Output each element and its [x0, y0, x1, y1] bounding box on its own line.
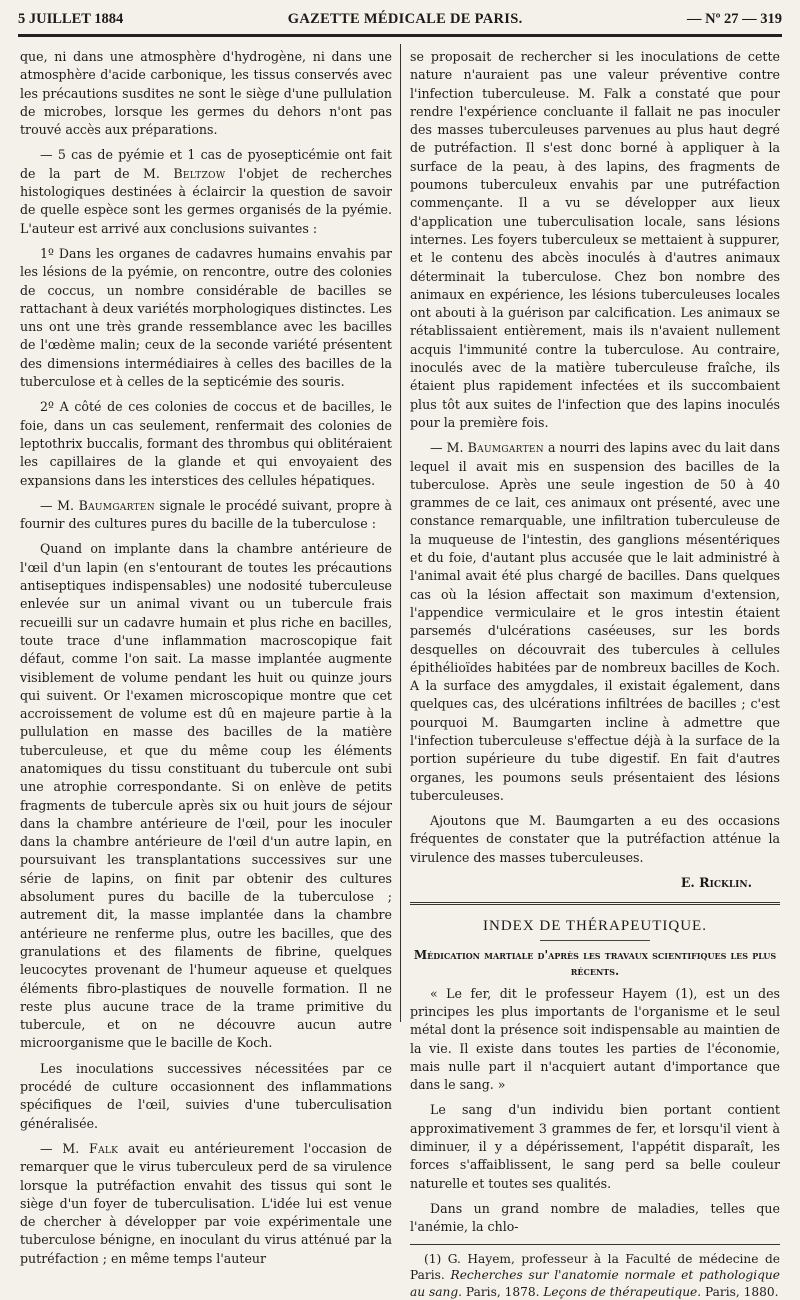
paragraph: se proposait de rechercher si les inoculations de cette nature n'auraient pas une valeur préventive contre l'infection tuberculeuse. M. Falk a constaté que pour rendre l'expérience concluante il fallait ne pas inoculer des masses tuberculeuses parvenues au plus haut degré de putréfaction. Il s'est donc borné à appliquer à la surface de la peau, à des lapins, des fragments de poumons tuberculeux envahis par une putréfaction commençante. Il a vu se développer aux lieux d'application une tuberculisation locale, sans lésions internes. Les foyers tuberculeux se mettaient à suppurer, et le contenu des abcès inoculés à d'autres animaux déterminait la tuberculose. Chez bon nombre des animaux en expérience, les lésions tuberculeuses locales ont abouti à la guérison par calcification. Les animaux se rétablissaient entièrement, mais ils n'avaient nullement acquis l'immunité contre la tuberculose. Au contraire, inoculés avec de la matière tuberculeuse fraîche, ils étaient plus rapidement infectées et ils succombaient plus tôt aux suites de l'infection que des lapins inoculés pour la première fois. [410, 49, 780, 430]
author-name: Baumgarten [467, 440, 544, 456]
page-header [18, 8, 782, 30]
author-name: Falk [89, 1140, 119, 1156]
paragraph: « Le fer, dit le professeur Hayem (1), est un des principes les plus importants de l'organisme et le seul métal dont la présence soit indispensable au maintien de la vie. Il existe dans toutes les parties de l'économie, mais nulle part il n'acquiert autant d'importance que dans le sang. » [410, 985, 780, 1093]
section-title: INDEX DE THÉRAPEUTIQUE. [483, 918, 707, 935]
paragraph: — M. Falk avait eu antérieurement l'occasion de remarquer que le virus tuberculeux perd de sa virulence lorsque la putréfaction envahit des tissus qui sont le siège d'un foyer de tuberculisation. L'idée lui est venue de chercher à développer par voie expérimentale une tuberculose bénigne, en inoculant du virus atténué par la putréfaction ; en même temps l'auteur [20, 1140, 392, 1266]
section-subheading: Médication martiale d'après les travaux scientifiques les plus récents. [413, 947, 777, 978]
header-rule [18, 34, 782, 37]
right-column [410, 48, 780, 1300]
journal-title: GAZETTE MÉDICALE DE PARIS. [287, 10, 523, 27]
author-name: Baumgarten [78, 497, 155, 513]
issue-page-number: — Nº 27 — 319 [686, 10, 782, 27]
paragraph: que, ni dans une atmosphère d'hydrogène, ni dans une atmosphère d'acide carbonique, les tissus conservés avec les précautions susdites ne sont le siège d'une pullulation de microbes, lorsque les germes du dehors n'ont pas trouvé accès aux préparations. [20, 49, 392, 138]
title-underline [540, 940, 650, 941]
paragraph: Les inoculations successives nécessitées par ce procédé de culture occasionnent des inflammations spécifiques de l'œil, suivies d'une tuberculisation généralisée. [20, 1060, 392, 1131]
article-signature: E. Ricklin. [680, 875, 752, 891]
paragraph: Ajoutons que M. Baumgarten a eu des occasions fréquentes de constater que la putréfaction atténue la virulence des masses tuberculeuses. [410, 813, 780, 865]
column-divider [400, 44, 401, 1022]
left-column [20, 48, 392, 1275]
paragraph: Quand on implante dans la chambre antérieure de l'œil d'un lapin (en s'entourant de toutes les précautions antiseptiques indispensables) une nodosité tuberculeuse enlevée sur un animal vivant ou un tubercule frais recueilli sur un cadavre humain et plus riche en bacilles, toute trace d'une inflammation macroscopique fait défaut, comme l'on sait. La masse implantée augmente visiblement de volume pendant les huit ou quinze jours qui suivent. Or l'examen microscopique montre que cet accroissement de volume est dû en majeure partie à la pullulation en masse des bacilles de la matière tuberculeuse, et que du même coup les éléments anatomiques du tissu constituant du tubercule ont subi une atrophie correspondante. Si on enlève de petits fragments de tubercule après six ou huit jours de séjour dans la chambre antérieure de l'œil, pour les inoculer dans la chambre antérieure de l'œil d'un autre lapin, en poursuivant les transplantations successives sur une série de lapins, on finit par obtenir des cultures absolument pures du bacille de la tuberculose ; autrement dit, la masse implantée dans la chambre antérieure ne renferme plus, outre les bacilles, que des granulations et des filaments de fibrine, quelques leucocytes provenant de l'humeur aqueuse et quelques éléments fibro-plastiques de nouvelle formation. Il ne reste plus aucune trace de la trame primitive du tubercule, et on ne découvre aucun autre microorganisme que le bacille de Koch. [20, 541, 392, 1051]
paragraph: Le sang d'un individu bien portant contient approximativement 3 grammes de fer, et lorsqu'il vient à diminuer, il y a dépérissement, l'appétit disparaît, les forces s'affaiblissent, le sang perd sa belle couleur naturelle et toutes ses qualités. [410, 1102, 780, 1191]
footnote: (1) G. Hayem, professeur à la Faculté de médecine de Paris. Recherches sur l'anatomie normale et pathologique au sang. Paris, 1878. Leçons de thérapeutique. Paris, 1880. [410, 1251, 780, 1299]
author-name: Beltzow [173, 165, 226, 181]
paragraph: 2º A côté de ces colonies de coccus et de bacilles, le foie, dans un cas seulement, renfermait des colonies de leptothrix buccalis, formant des thrombus qui oblitéraient les capillaires de la glande et qui envoyaient des expansions dans les interstices des cellules hépatiques. [20, 399, 392, 488]
paragraph: — M. Baumgarten signale le procédé suivant, propre à fournir des cultures pures du bacille de la tuberculose : [20, 497, 392, 532]
issue-date: 5 JUILLET 1884 [18, 10, 124, 27]
paragraph: 1º Dans les organes de cadavres humains envahis par les lésions de la pyémie, on rencontre, outre des colonies de coccus, un nombre considérable de bacilles se rattachant à deux variétés morphologiques distinctes. Les uns ont une très grande ressemblance avec les bacilles de l'œdème malin; ceux de la seconde variété présentent des dimensions intermédiaires à celles des bacilles de la tuberculose et à celles de la septicémie des souris. [20, 245, 392, 390]
paragraph: Dans un grand nombre de maladies, telles que l'anémie, la chlo- [410, 1200, 780, 1235]
paragraph: — 5 cas de pyémie et 1 cas de pyosepticémie ont fait de la part de M. Beltzow l'objet de recherches histologiques destinées à éclaircir la question de savoir de quelle espèce sont les germes organisés de la pyémie. L'auteur est arrivé aux conclusions suivantes : [20, 147, 392, 236]
section-rule [410, 902, 780, 909]
footnote-rule [410, 1244, 780, 1245]
paragraph: — M. Baumgarten a nourri des lapins avec du lait dans lequel il avait mis en suspension des bacilles de la tuberculose. Après une seule ingestion de 50 à 40 grammes de ce lait, ces animaux ont présenté, avec une constance remarquable, une infiltration tuberculeuse de la muqueuse de l'intestin, des ganglions mésentériques et du foie, d'autant plus accusée que le lait administré à l'animal avait été plus chargé de bacilles. Dans quelques cas où la lésion affectait son maximum d'extension, l'appendice vermiculaire et le gros intestin étaient parsemés d'ulcérations caséeuses, sur les bords desquelles on découvrait des tubercules à cellules épithélioïdes habitées par de nombreux bacilles de Koch. A la surface des amygdales, il existait également, dans quelques cas, des ulcérations infiltrées de bacilles ; c'est pourquoi M. Baumgarten incline à admettre que l'infection tuberculeuse s'effectue déjà à la surface de la portion supérieure du tube digestif. En fait d'autres organes, les poumons seuls présentaient des lésions tuberculeuses. [410, 440, 780, 803]
